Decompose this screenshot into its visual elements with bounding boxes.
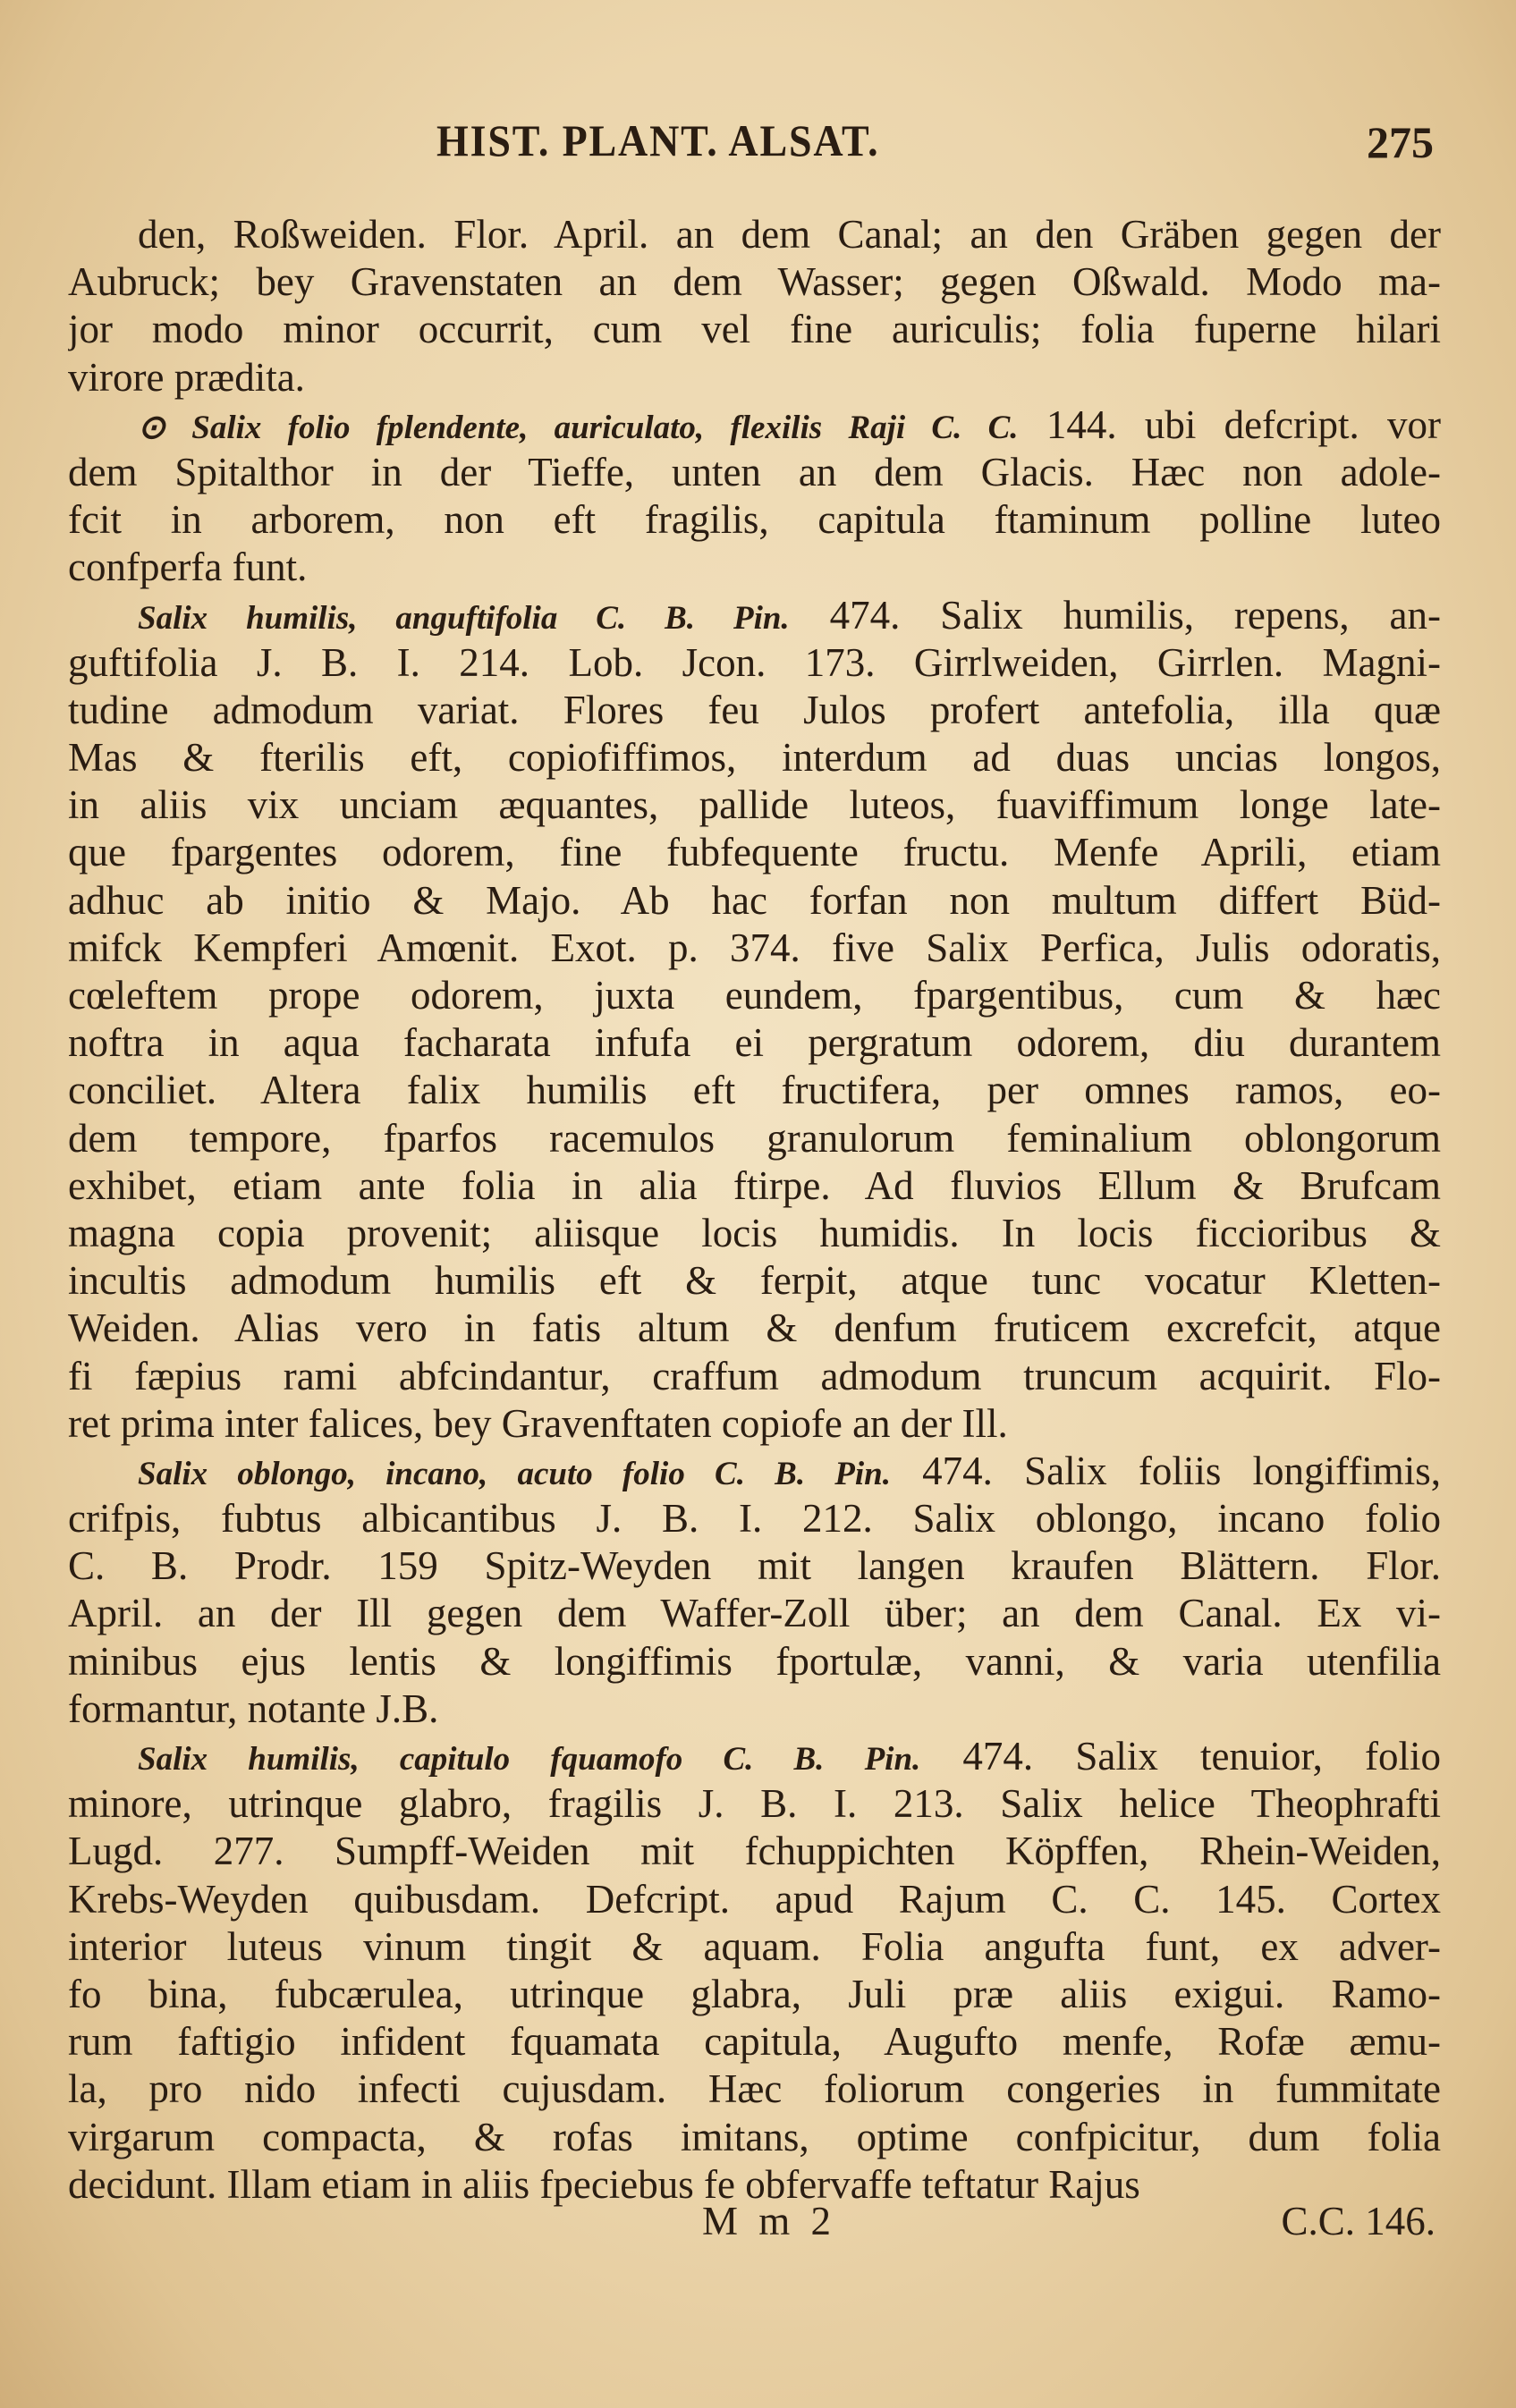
text-line xyxy=(68,877,1441,925)
species-name: Salix humilis, anguftifolia C. B. Pin. xyxy=(138,599,790,637)
text-line xyxy=(68,496,1441,544)
text-line xyxy=(68,258,1441,306)
text-line xyxy=(68,2066,1441,2113)
line-text: Weiden. Alias vero in fatis altum & denfum fruticem excrefcit, atque xyxy=(68,1305,1441,1351)
species-name: Salix oblongo, incano, acuto folio C. B. Pin. xyxy=(138,1455,891,1492)
line-text: Krebs-Weyden quibusdam. Defcript. apud Rajum C. C. 145. Cortex xyxy=(68,1876,1441,1922)
text-line xyxy=(68,1686,1441,1733)
line-text: noftra in aqua facharata infufa ei pergratum odorem, diu durantem xyxy=(68,1020,1441,1066)
text-line xyxy=(68,592,1441,639)
line-text: dem tempore, fparfos racemulos granulorum feminalium oblongorum xyxy=(68,1115,1441,1161)
body-text xyxy=(68,211,1441,2209)
text-line xyxy=(68,782,1441,829)
text-line xyxy=(68,1448,1441,1495)
line-text: dem Spitalthor in der Tieffe, unten an dem Glacis. Hæc non adole- xyxy=(68,449,1441,494)
line-text: fo bina, fubcærulea, utrinque glabra, Juli præ aliis exigui. Ramo- xyxy=(68,1971,1441,2016)
line-text: Aubruck; bey Gravenstaten an dem Wasser; gegen Oßwald. Modo ma- xyxy=(68,259,1441,305)
line-text: fcit in arborem, non eft fragilis, capitula ftaminum polline luteo xyxy=(68,497,1441,543)
species-name: Salix humilis, capitulo fquamofo C. B. Pin. xyxy=(138,1741,921,1778)
text-line xyxy=(68,211,1441,258)
line-text: 474. Salix foliis longiffimis, xyxy=(890,1448,1441,1493)
text-line xyxy=(68,1923,1441,1971)
text-line xyxy=(68,1780,1441,1828)
line-text: Mas & fterilis eft, copiofiffimos, interdum ad duas uncias longos, xyxy=(68,735,1441,781)
line-text: conciliet. Altera falix humilis eft fructifera, per omnes ramos, eo- xyxy=(68,1068,1441,1113)
line-text: minore, utrinque glabro, fragilis J. B. I. 213. Salix helice Theophrafti xyxy=(68,1781,1441,1827)
line-text: exhibet, etiam ante folia in alia ftirpe. Ad fluvios Ellum & Brufcam xyxy=(68,1162,1441,1208)
text-line xyxy=(68,354,1441,401)
line-text: April. an der Ill gegen dem Waffer-Zoll über; an dem Canal. Ex vi- xyxy=(68,1591,1441,1636)
text-line xyxy=(68,1019,1441,1067)
page-number: 275 xyxy=(1367,117,1434,167)
line-text: decidunt. Illam etiam in aliis fpeciebus fe obfervaffe teftatur Rajus xyxy=(68,2161,1140,2207)
text-line xyxy=(68,734,1441,782)
line-text: minibus ejus lentis & longiffimis fportulæ, vanni, & varia utenfilia xyxy=(68,1638,1441,1684)
species-name: ⊙ Salix folio fplendente, auriculato, flexilis Raji C. C. xyxy=(138,409,1019,446)
line-text: magna copia provenit; aliisque locis humidis. In locis ficcioribus & xyxy=(68,1210,1441,1255)
text-line xyxy=(68,829,1441,876)
line-text: tudine admodum variat. Flores feu Julos profert antefolia, illa quæ xyxy=(68,687,1441,732)
paragraph xyxy=(68,1448,1441,1733)
line-text: la, pro nido infecti cujusdam. Hæc foliorum congeries in fummitate xyxy=(68,2066,1441,2112)
line-text: interior luteus vinum tingit & aquam. Folia angufta funt, ex adver- xyxy=(68,1923,1441,1969)
line-text: virore prædita. xyxy=(68,354,305,400)
line-text: 474. Salix tenuior, folio xyxy=(920,1734,1441,1779)
text-line xyxy=(68,1495,1441,1542)
line-text: incultis admodum humilis eft & ferpit, atque tunc vocatur Kletten- xyxy=(68,1258,1441,1304)
text-line xyxy=(68,1067,1441,1114)
text-line xyxy=(68,925,1441,972)
text-line xyxy=(68,1162,1441,1210)
line-text: formantur, notante J.B. xyxy=(68,1686,439,1731)
text-line xyxy=(68,1638,1441,1686)
text-line xyxy=(68,1971,1441,2018)
paragraph xyxy=(68,401,1441,592)
line-text: in aliis vix unciam æquantes, pallide luteos, fuaviffimum longe late- xyxy=(68,782,1441,828)
line-text: confperfa funt. xyxy=(68,545,308,590)
line-text: C. B. Prodr. 159 Spitz-Weyden mit langen kraufen Blättern. Flor. xyxy=(68,1543,1441,1589)
line-text: jor modo minor occurrit, cum vel fine auriculis; folia fuperne hilari xyxy=(68,307,1441,352)
text-line xyxy=(68,639,1441,687)
line-text: fi fæpius rami abfcindantur, craffum admodum truncum acquirit. Flo- xyxy=(68,1353,1441,1398)
line-text: den, Roßweiden. Flor. April. an dem Canal; an den Gräben gegen der xyxy=(138,212,1441,257)
text-line xyxy=(68,1828,1441,1875)
text-line xyxy=(68,1115,1441,1162)
text-line xyxy=(68,306,1441,353)
line-text: cœleftem prope odorem, juxta eundem, fpargentibus, cum & hæc xyxy=(68,973,1441,1018)
line-text: mifck Kempferi Amœnit. Exot. p. 374. five Salix Perfica, Julis odoratis, xyxy=(68,925,1441,970)
text-line xyxy=(68,1210,1441,1257)
line-text: adhuc ab initio & Majo. Ab hac forfan non multum differt Büd- xyxy=(68,877,1441,923)
paragraph xyxy=(68,1733,1441,2209)
line-text: 144. ubi defcript. vor xyxy=(1018,401,1441,447)
line-text: ret prima inter falices, bey Gravenftaten copiofe an der Ill. xyxy=(68,1400,1008,1446)
text-line xyxy=(68,1542,1441,1590)
text-line xyxy=(68,972,1441,1019)
line-text: Lugd. 277. Sumpff-Weiden mit fchuppichten Köpffen, Rhein-Weiden, xyxy=(68,1829,1441,1874)
text-line xyxy=(68,1733,1441,1780)
text-line xyxy=(68,2114,1441,2161)
running-title: HIST. PLANT. ALSAT. xyxy=(436,115,880,165)
text-line xyxy=(68,1305,1441,1352)
line-text: crifpis, fubtus albicantibus J. B. I. 212. Salix oblongo, incano folio xyxy=(68,1496,1441,1542)
text-line xyxy=(68,1590,1441,1637)
text-line xyxy=(68,449,1441,496)
text-line xyxy=(68,1400,1441,1448)
text-line xyxy=(68,1257,1441,1305)
line-text: 474. Salix humilis, repens, an- xyxy=(789,592,1441,638)
text-line xyxy=(68,544,1441,591)
text-line xyxy=(68,687,1441,734)
text-line xyxy=(68,1353,1441,1400)
paragraph xyxy=(68,211,1441,401)
paragraph xyxy=(68,592,1441,1448)
page-header xyxy=(0,114,1516,177)
line-text: rum faftigio infident fquamata capitula, Augufto menfe, Rofæ æmu- xyxy=(68,2019,1441,2065)
line-text: que fpargentes odorem, fine fubfequente fructu. Menfe Aprili, etiam xyxy=(68,830,1441,875)
text-line xyxy=(68,1876,1441,1923)
line-text: virgarum compacta, & rofas imitans, optime confpicitur, dum folia xyxy=(68,2114,1441,2159)
text-line xyxy=(68,2018,1441,2066)
text-line xyxy=(68,401,1441,449)
catchword: C.C. 146. xyxy=(1281,2199,1436,2243)
line-text: guftifolia J. B. I. 214. Lob. Jcon. 173. Girrlweiden, Girrlen. Magni- xyxy=(68,639,1441,685)
page-footer xyxy=(0,2198,1516,2252)
signature-mark: M m 2 xyxy=(702,2199,837,2243)
